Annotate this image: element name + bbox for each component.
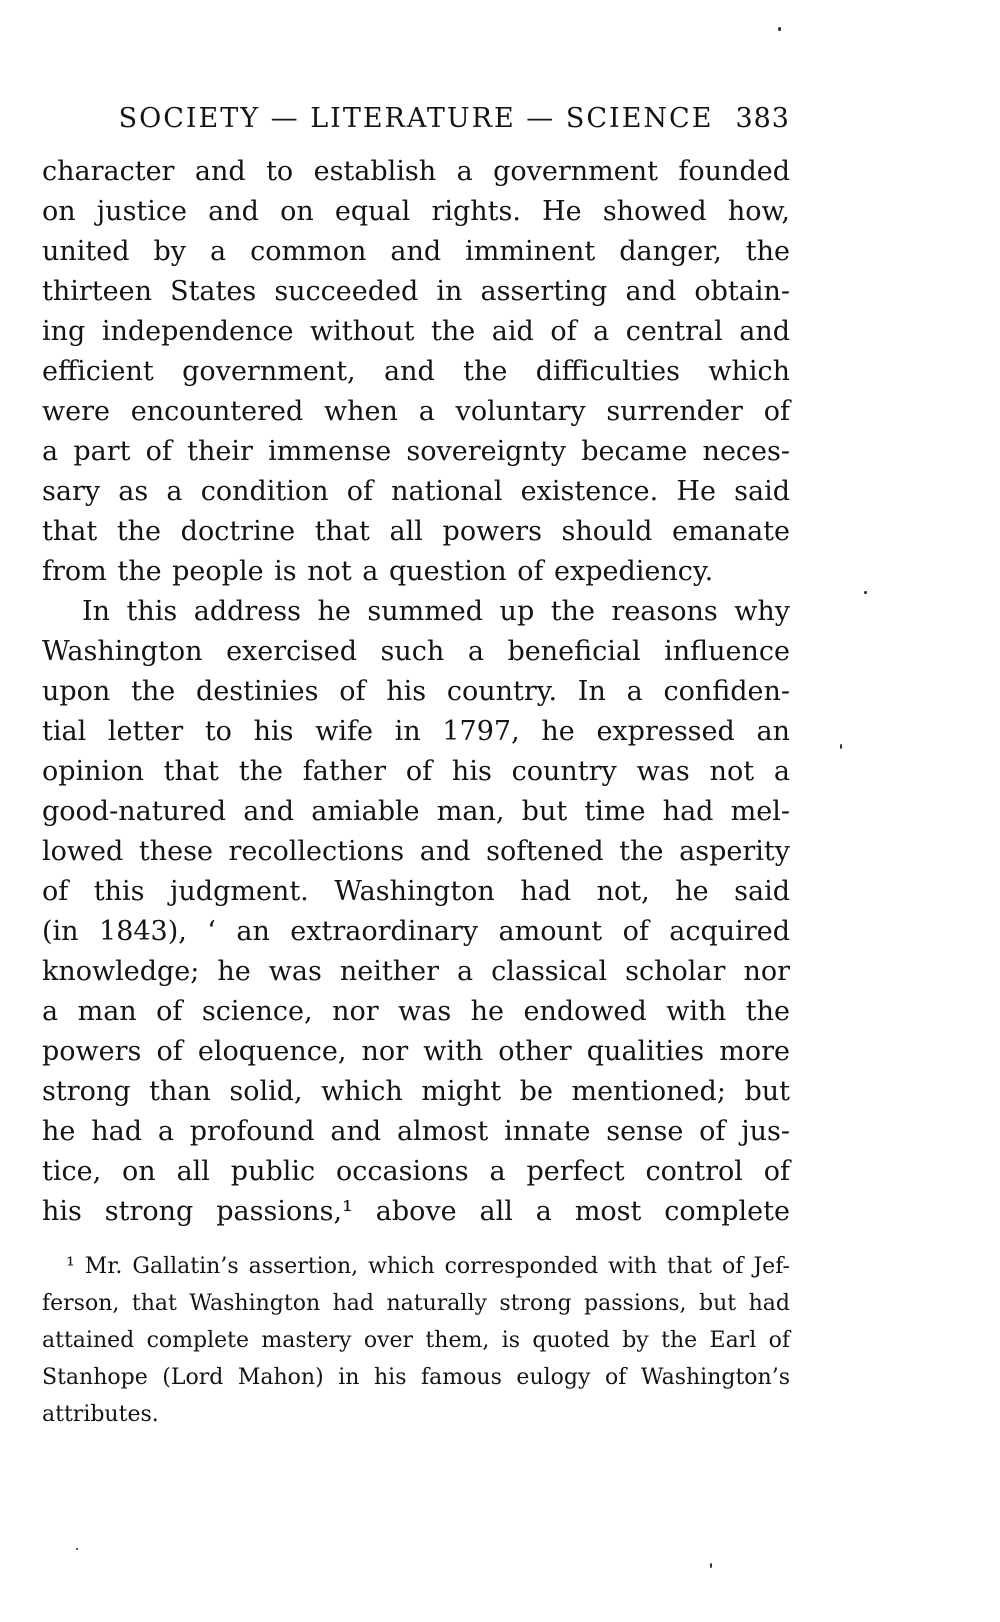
body-line: upon the destinies of his country. In a confiden- — [42, 676, 790, 707]
scan-speck — [778, 27, 781, 31]
footnote-line: attained complete mastery over them, is quoted by the Earl of — [42, 1328, 790, 1353]
body-line: thirteen States succeeded in asserting and obtain- — [42, 276, 790, 307]
footnote-line: ¹ Mr. Gallatin’s assertion, which corresponded with that of Jef- — [66, 1254, 790, 1279]
body-line: sary as a condition of national existence. He said — [42, 476, 790, 507]
body-line: he had a profound and almost innate sense of jus- — [42, 1116, 790, 1147]
body-line: on justice and on equal rights. He showed how, — [42, 196, 790, 227]
body-line: tial letter to his wife in 1797, he expressed an — [42, 716, 790, 747]
body-line-paragraph-start: In this address he summed up the reasons why — [82, 596, 790, 627]
body-line: good-natured and amiable man, but time had mel- — [42, 796, 790, 827]
body-line: ing independence without the aid of a central and — [42, 316, 790, 347]
footnote — [42, 1248, 790, 1433]
body-line: were encountered when a voluntary surrender of — [42, 396, 790, 427]
scan-speck — [840, 744, 842, 749]
body-line: Washington exercised such a beneficial influence — [42, 636, 790, 667]
body-text — [42, 152, 790, 1232]
body-line: of this judgment. Washington had not, he said — [42, 876, 790, 907]
body-line: knowledge; he was neither a classical scholar nor — [42, 956, 790, 987]
running-title: SOCIETY — LITERATURE — SCIENCE — [118, 103, 714, 134]
page-header — [42, 103, 790, 139]
scan-speck — [710, 1563, 712, 1568]
body-line: character and to establish a government founded — [42, 156, 790, 187]
scan-speck — [864, 591, 867, 594]
scan-speck — [76, 1548, 78, 1550]
body-line: a man of science, nor was he endowed with the — [42, 996, 790, 1027]
footnote-line: attributes. — [42, 1402, 159, 1427]
body-line: (in 1843), ‘ an extraordinary amount of acquired — [42, 916, 790, 947]
body-line: lowed these recollections and softened the asperity — [42, 836, 790, 867]
body-line: united by a common and imminent danger, the — [42, 236, 790, 267]
body-line-paragraph-end: from the people is not a question of expediency. — [42, 556, 714, 587]
body-line: tice, on all public occasions a perfect control of — [42, 1156, 790, 1187]
body-line: that the doctrine that all powers should emanate — [42, 516, 790, 547]
body-line: powers of eloquence, nor with other qualities more — [42, 1036, 790, 1067]
page-number: 383 — [735, 103, 790, 134]
body-line: efficient government, and the difficulties which — [42, 356, 790, 387]
body-line: opinion that the father of his country was not a — [42, 756, 790, 787]
footnote-line: Stanhope (Lord Mahon) in his famous eulogy of Washington’s — [42, 1365, 790, 1390]
body-line: strong than solid, which might be mentioned; but — [42, 1076, 790, 1107]
body-line-with-footnote-marker: his strong passions,¹ above all a most complete — [42, 1196, 790, 1227]
body-line: a part of their immense sovereignty became neces- — [42, 436, 790, 467]
footnote-line: ferson, that Washington had naturally strong passions, but had — [42, 1291, 790, 1316]
